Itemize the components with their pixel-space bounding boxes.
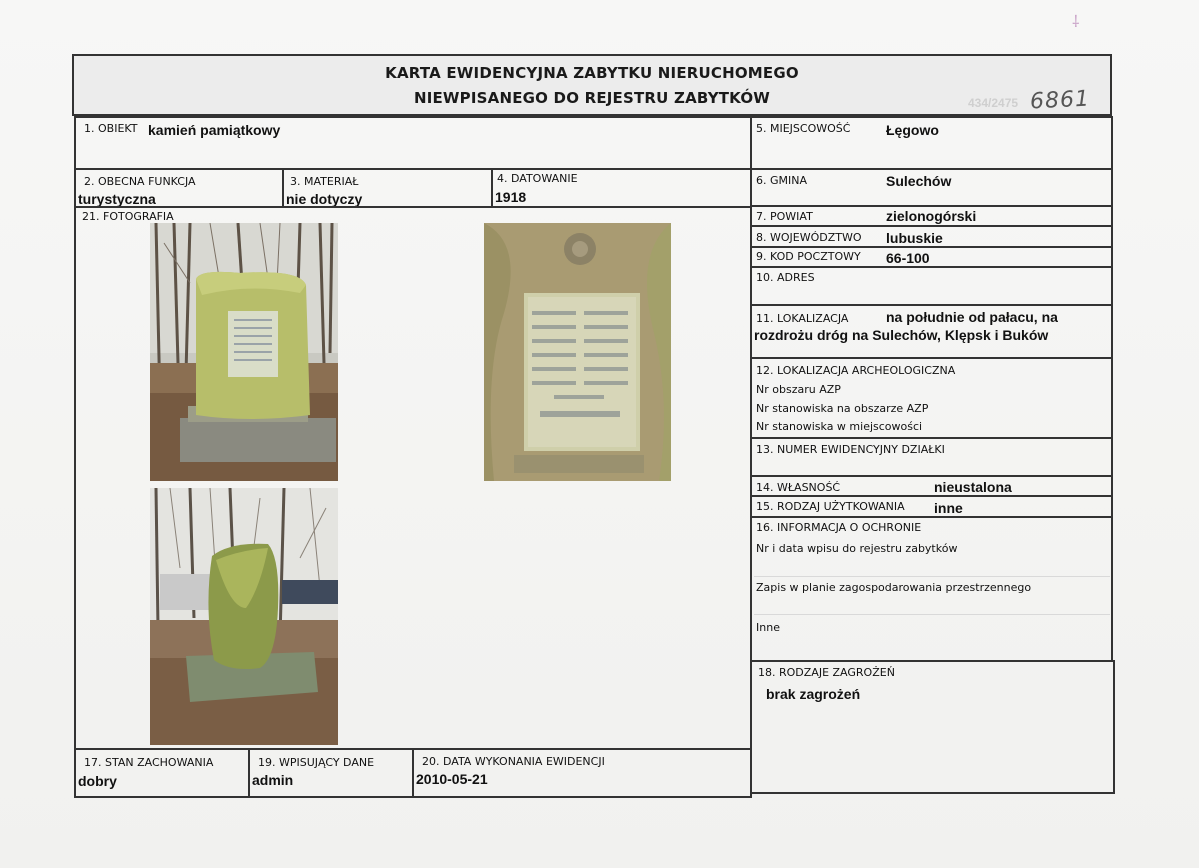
azp-site-label: Nr stanowiska na obszarze AZP (756, 402, 929, 415)
field-value: admin (252, 772, 294, 788)
local-site-label: Nr stanowiska w miejscowości (756, 420, 923, 433)
zoning-plan-label: Zapis w planie zagospodarowania przestrzennego (756, 581, 1032, 594)
field-label: 12. LOKALIZACJA ARCHEOLOGICZNA (756, 364, 956, 377)
card-title-line2: NIEWPISANEGO DO REJESTRU ZABYTKÓW (413, 89, 771, 107)
field-value: dobry (78, 773, 117, 789)
field-datowanie (491, 168, 752, 208)
field-label: 16. INFORMACJA O OCHRONIE (756, 521, 922, 534)
field-label: 20. DATA WYKONANIA EWIDENCJI (422, 755, 605, 768)
field-value: 2010-05-21 (416, 771, 488, 787)
field-value: inne (934, 500, 963, 516)
handwritten-number: 6861 (1029, 86, 1091, 115)
field-label: 13. NUMER EWIDENCYJNY DZIAŁKI (756, 443, 945, 456)
card-title-line1: KARTA EWIDENCYJNA ZABYTKU NIERUCHOMEGO (385, 64, 799, 82)
field-label: 14. WŁASNOŚĆ (756, 481, 841, 494)
field-gmina (750, 168, 1113, 207)
register-entry-label: Nr i data wpisu do rejestru zabytków (756, 542, 958, 555)
field-value: nieustalona (934, 479, 1012, 495)
field-label: 8. WOJEWÓDZTWO (756, 231, 862, 244)
field-wojewodztwo (750, 225, 1113, 248)
field-value: Łęgowo (886, 122, 939, 138)
field-label: 10. ADRES (756, 271, 815, 284)
field-numer-dzialki (750, 437, 1113, 477)
field-value: turystyczna (78, 191, 156, 207)
field-material (282, 168, 493, 208)
field-adres (750, 266, 1113, 306)
field-label: 3. MATERIAŁ (290, 175, 359, 188)
field-label: 9. KOD POCZTOWY (756, 250, 861, 263)
archive-stamp: 434/2475 (968, 96, 1019, 110)
field-value-line1: na południe od pałacu, na (886, 309, 1058, 325)
field-label: 1. OBIEKT (84, 122, 138, 135)
field-obecna-funkcja (74, 168, 284, 208)
field-label: 11. LOKALIZACJA (756, 312, 849, 325)
field-rodzaje-zagrozen (750, 660, 1115, 794)
field-label: 19. WPISUJĄCY DANE (258, 756, 375, 769)
azp-area-label: Nr obszaru AZP (756, 383, 841, 396)
other-protection-label: Inne (756, 621, 780, 634)
field-label: 6. GMINA (756, 174, 808, 187)
field-value: lubuskie (886, 230, 943, 246)
field-value: 1918 (495, 189, 527, 205)
field-value-line2: rozdrożu dróg na Sulechów, Klępsk i Buków (754, 327, 1049, 343)
photo-inscription-plaque (484, 223, 671, 481)
field-label: 15. RODZAJ UŻYTKOWANIA (756, 500, 905, 513)
field-kod-pocztowy (750, 246, 1113, 268)
field-lokalizacja-archeologiczna (750, 357, 1113, 439)
field-label: 7. POWIAT (756, 210, 813, 223)
field-stan-zachowania (74, 748, 250, 798)
field-powiat (750, 205, 1113, 227)
field-value: Sulechów (886, 173, 952, 189)
field-label: 17. STAN ZACHOWANIA (84, 756, 214, 769)
corner-pen-mark: ⸸ (1072, 14, 1080, 31)
photo-monument-side (150, 488, 338, 745)
divider (754, 576, 1110, 577)
field-value: zielonogórski (886, 208, 977, 224)
photo-monument-front (150, 223, 338, 481)
field-miejscowosc (750, 116, 1113, 170)
divider (754, 614, 1110, 615)
field-value: nie dotyczy (286, 191, 363, 207)
field-rodzaj-uzytkowania (750, 495, 1113, 518)
field-label: 21. FOTOGRAFIA (82, 210, 174, 223)
field-obiekt (74, 116, 752, 170)
field-lokalizacja (750, 304, 1113, 359)
field-data-wykonania (412, 748, 752, 798)
field-label: 2. OBECNA FUNKCJA (84, 175, 196, 188)
field-label: 5. MIEJSCOWOŚĆ (756, 122, 851, 135)
field-value: kamień pamiątkowy (148, 122, 281, 138)
field-informacja-o-ochronie (750, 516, 1113, 662)
field-wpisujacy-dane (248, 748, 414, 798)
field-wlasnosc (750, 475, 1113, 497)
field-label: 18. RODZAJE ZAGROŻEŃ (758, 666, 895, 679)
field-value: brak zagrożeń (766, 686, 861, 702)
field-label: 4. DATOWANIE (497, 172, 578, 185)
field-value: 66-100 (886, 250, 930, 266)
